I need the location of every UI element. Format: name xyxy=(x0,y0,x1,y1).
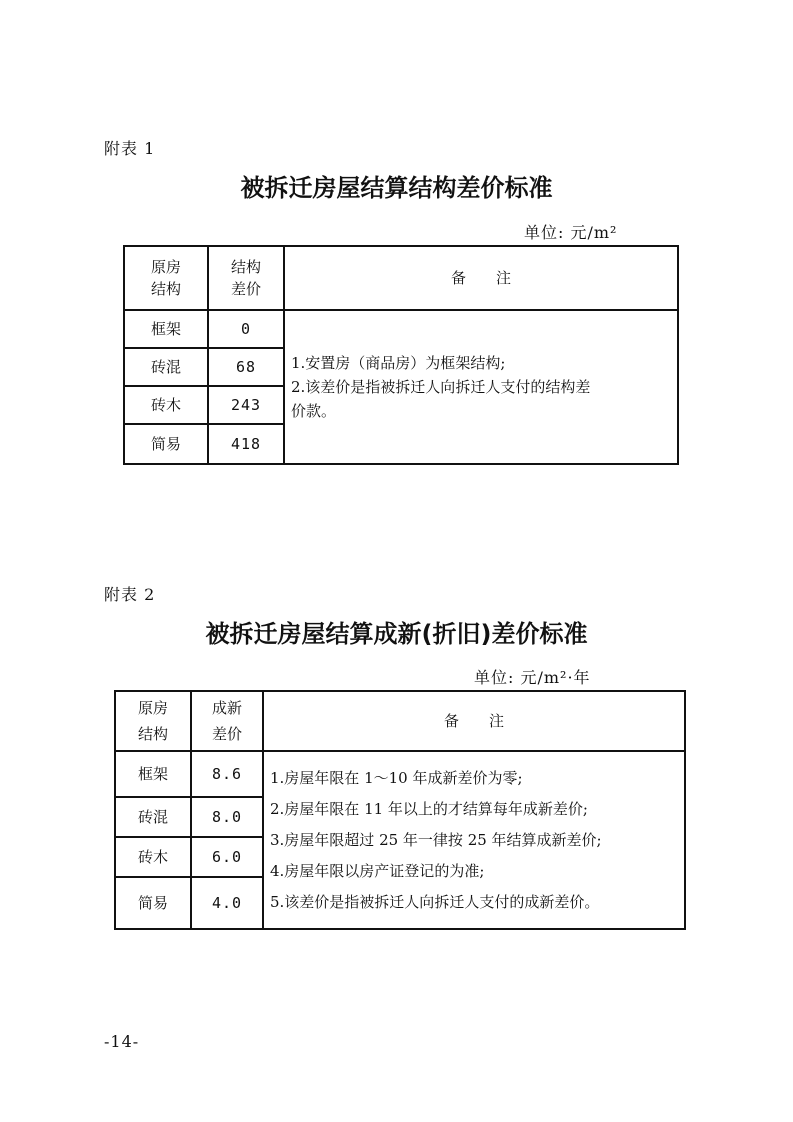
note-line: 4.房屋年限以房产证登记的为准; xyxy=(270,861,485,880)
table-header-row xyxy=(115,691,685,751)
note-line: 1.安置房（商品房）为框架结构; xyxy=(291,354,506,372)
price-cell: 4.0 xyxy=(191,877,263,929)
notes-cell xyxy=(263,751,685,929)
appendix1-title: 被拆迁房屋结算结构差价标准 xyxy=(240,174,553,202)
structure-cell: 砖混 xyxy=(124,348,208,386)
header-original-structure: 原房 结构 xyxy=(124,246,208,310)
structure-cell: 框架 xyxy=(124,310,208,348)
table-row xyxy=(124,310,678,348)
header-notes: 备 注 xyxy=(284,246,678,310)
structure-cell: 框架 xyxy=(115,751,191,797)
header-original-structure: 原房 结构 xyxy=(115,691,191,751)
structure-cell: 砖木 xyxy=(124,386,208,424)
note-line: 价款。 xyxy=(291,402,337,420)
note-line: 5.该差价是指被拆迁人向拆迁人支付的成新差价。 xyxy=(270,892,600,911)
page-number: -14- xyxy=(104,1032,140,1051)
appendix1-label: 附表 1 xyxy=(104,139,156,158)
structure-cell: 砖混 xyxy=(115,797,191,837)
note-line: 3.房屋年限超过 25 年一律按 25 年结算成新差价; xyxy=(270,830,602,849)
table-header-row xyxy=(124,246,678,310)
note-line: 2.房屋年限在 11 年以上的才结算每年成新差价; xyxy=(270,799,588,818)
price-cell: 8.0 xyxy=(191,797,263,837)
appendix2-unit: 单位: 元/m²·年 xyxy=(474,668,591,687)
header-depreciation-price: 成新 差价 xyxy=(191,691,263,751)
price-cell: 68 xyxy=(208,348,284,386)
structure-price-table xyxy=(123,245,679,465)
price-cell: 6.0 xyxy=(191,837,263,877)
depreciation-price-table xyxy=(114,690,686,930)
note-line: 1.房屋年限在 1～10 年成新差价为零; xyxy=(270,768,523,787)
note-line: 2.该差价是指被拆迁人向拆迁人支付的结构差 xyxy=(291,378,591,396)
notes-cell xyxy=(284,310,678,464)
structure-cell: 简易 xyxy=(115,877,191,929)
structure-cell: 简易 xyxy=(124,424,208,464)
price-cell: 243 xyxy=(208,386,284,424)
price-cell: 8.6 xyxy=(191,751,263,797)
header-notes: 备 注 xyxy=(263,691,685,751)
appendix1-unit: 单位: 元/m² xyxy=(524,223,618,242)
structure-cell: 砖木 xyxy=(115,837,191,877)
appendix2-title: 被拆迁房屋结算成新(折旧)差价标准 xyxy=(205,620,588,648)
table-row xyxy=(115,751,685,797)
header-structure-price: 结构 差价 xyxy=(208,246,284,310)
price-cell: 0 xyxy=(208,310,284,348)
price-cell: 418 xyxy=(208,424,284,464)
appendix2-label: 附表 2 xyxy=(104,585,156,604)
